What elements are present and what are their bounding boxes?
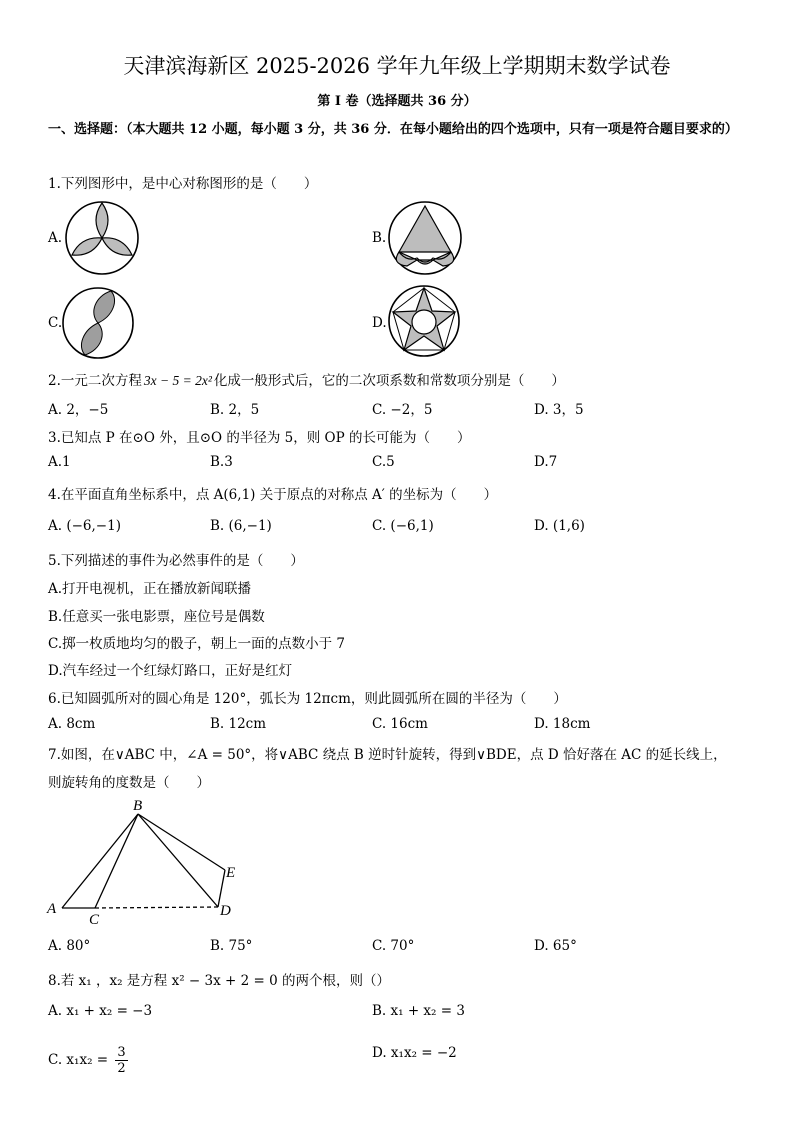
q5-option-b: B.任意买一张电影票，座位号是偶数 bbox=[48, 609, 265, 625]
q8-option-d: D. x₁x₂ = −2 bbox=[372, 1045, 457, 1061]
q1-option-a-label: A. bbox=[48, 230, 63, 246]
question-6-stem: 6.已知圆弧所对的圆心角是 120°，弧长为 12πcm，则此圆弧所在圆的半径为（ ） bbox=[48, 691, 567, 707]
q2-stem-post: 化成一般形式后，它的二次项系数和常数项分别是（ ） bbox=[213, 373, 565, 389]
question-4-stem: 4.在平面直角坐标系中，点 A(6,1) 关于原点的对称点 A′ 的坐标为（ ） bbox=[48, 487, 498, 503]
q2-option-a: A. 2，−5 bbox=[48, 402, 109, 418]
q6-option-a: A. 8cm bbox=[48, 716, 96, 732]
question-1-stem: 1.下列图形中，是中心对称图形的是（ ） bbox=[48, 176, 318, 192]
question-7-stem-line2: 则旋转角的度数是（ ） bbox=[48, 775, 210, 791]
q1-figure-d bbox=[387, 284, 461, 358]
question-3-stem: 3.已知点 P 在⊙O 外，且⊙O 的半径为 5，则 OP 的长可能为（ ） bbox=[48, 430, 471, 446]
q1-option-d-label: D. bbox=[372, 315, 387, 331]
q1-figure-c bbox=[61, 286, 135, 360]
q7-option-a: A. 80° bbox=[48, 938, 91, 954]
q7-label-c: C bbox=[89, 912, 100, 928]
q7-option-d: D. 65° bbox=[534, 938, 577, 954]
section-heading: 一、选择题：（本大题共 12 小题，每小题 3 分，共 36 分．在每小题给出的四个选项中，只有一项是符合题目要求的） bbox=[48, 122, 738, 137]
q4-option-a: A. (−6,−1) bbox=[48, 518, 121, 534]
q8-fraction bbox=[115, 1045, 127, 1076]
q3-option-a: A.1 bbox=[48, 454, 71, 470]
q6-option-b: B. 12cm bbox=[210, 716, 267, 732]
q6-option-c: C. 16cm bbox=[372, 716, 428, 732]
q6-option-d: D. 18cm bbox=[534, 716, 591, 732]
q2-equation: 3x − 5 = 2x² bbox=[143, 373, 212, 388]
q5-option-d: D.汽车经过一个红绿灯路口，正好是红灯 bbox=[48, 663, 293, 679]
q8-option-a: A. x₁ + x₂ = −3 bbox=[48, 1003, 153, 1019]
q1-figure-b bbox=[387, 200, 463, 276]
q3-option-b: B.3 bbox=[210, 454, 233, 470]
q8-option-c-text: C. x₁x₂ = bbox=[48, 1052, 109, 1068]
q4-option-d: D. (1,6) bbox=[534, 518, 585, 534]
question-2-stem bbox=[48, 369, 565, 389]
q8-option-c bbox=[48, 1045, 128, 1076]
q7-triangle-figure bbox=[40, 795, 250, 930]
q2-stem-pre: 2.一元二次方程 bbox=[48, 373, 142, 389]
q5-option-a: A.打开电视机，正在播放新闻联播 bbox=[48, 581, 252, 597]
q8-fraction-numerator: 3 bbox=[117, 1045, 126, 1060]
page-title: 天津滨海新区 2025-2026 学年九年级上学期期末数学试卷 bbox=[123, 54, 671, 78]
q7-option-b: B. 75° bbox=[210, 938, 253, 954]
q3-option-d: D.7 bbox=[534, 454, 558, 470]
q4-option-c: C. (−6,1) bbox=[372, 518, 434, 534]
q8-option-b: B. x₁ + x₂ = 3 bbox=[372, 1003, 465, 1019]
q2-option-b: B. 2，5 bbox=[210, 402, 260, 418]
q4-option-b: B. (6,−1) bbox=[210, 518, 272, 534]
question-7-stem-line1: 7.如图，在∨ABC 中，∠A = 50°，将∨ABC 绕点 B 逆时针旋转，得到∨BDE，点 D 恰好落在 AC 的延长线上， bbox=[48, 747, 727, 763]
q7-label-b: B bbox=[133, 798, 143, 814]
q7-label-a: A bbox=[47, 901, 57, 917]
q1-option-b-label: B. bbox=[372, 230, 387, 246]
question-8-stem: 8.若 x₁ ，x₂ 是方程 x² − 3x + 2 = 0 的两个根，则（） bbox=[48, 973, 390, 989]
q2-option-c: C. −2，5 bbox=[372, 402, 433, 418]
part-title: 第 I 卷（选择题共 36 分） bbox=[317, 94, 477, 109]
q7-label-e: E bbox=[226, 865, 236, 881]
q5-option-c: C.掷一枚质地均匀的骰子，朝上一面的点数小于 7 bbox=[48, 636, 346, 652]
q1-option-c-label: C. bbox=[48, 315, 63, 331]
q3-option-c: C.5 bbox=[372, 454, 395, 470]
q7-option-c: C. 70° bbox=[372, 938, 415, 954]
q1-figure-a bbox=[64, 200, 140, 276]
question-5-stem: 5.下列描述的事件为必然事件的是（ ） bbox=[48, 553, 304, 569]
q2-option-d: D. 3，5 bbox=[534, 402, 584, 418]
q7-label-d: D bbox=[220, 903, 231, 919]
q8-fraction-denominator: 2 bbox=[117, 1061, 126, 1076]
